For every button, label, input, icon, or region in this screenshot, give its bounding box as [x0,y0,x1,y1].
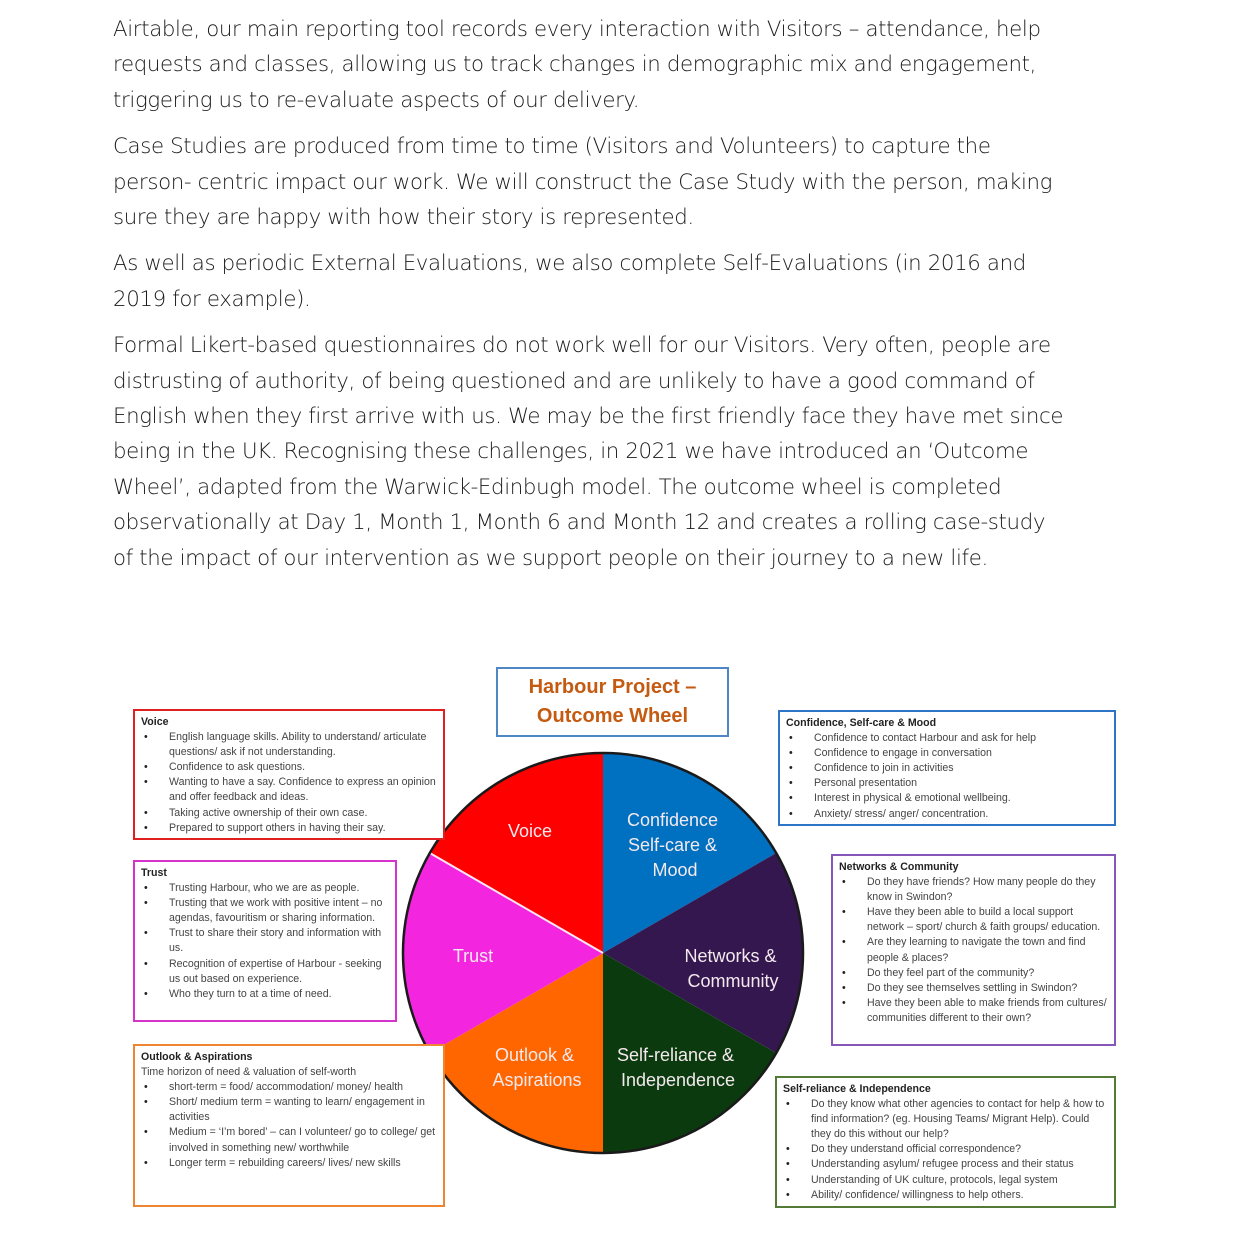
list-item: • Do they understand official correspondence? [783,1142,1108,1157]
text-line: As well as periodic External Evaluations, we also complete Self-Evaluations (in 2016 and [113,251,1026,277]
segment-label-voice: Voice [507,821,553,841]
box-list [786,731,1108,822]
box-list [141,881,389,1002]
segment-label-outlook: Outlook & Aspirations [492,1045,582,1090]
text-line: of the impact of our intervention as we support people on their journey to a new life. [113,545,988,571]
text-line: Airtable, our main reporting tool records every interaction with Visitors – attendance, help [113,17,1041,42]
list-item: • Do they have friends? How many people do they know in Swindon? [839,875,1108,905]
list-item: • Taking active ownership of their own case. [141,806,437,821]
info-box-networks [831,854,1116,1046]
list-item: • Trusting Harbour, who we are as people. [141,881,389,896]
info-box-voice [133,709,445,840]
box-list [141,730,437,836]
box-list [783,1097,1108,1203]
box-heading: Networks & Community [839,861,959,873]
text-line: Formal Likert-based questionnaires do not work well for our Visitors. Very often, people are [113,333,1051,359]
list-item: • Confidence to join in activities [786,761,1108,776]
text-line: requests and classes, allowing us to track changes in demographic mix and engagement, [113,52,1037,78]
list-item: • Medium = ‘I’m bored’ – can I volunteer/ go to college/ get involved in something new/ worthwhile [141,1125,437,1155]
info-box-outlook [133,1044,445,1207]
box-heading: Confidence, Self-care & Mood [786,717,937,729]
list-item: • Confidence to contact Harbour and ask for help [786,731,1108,746]
segment-label-selfreliance: Self-reliance & Independence [616,1045,736,1090]
box-subheading: Time horizon of need & valuation of self-worth [141,1066,357,1079]
text-line: being in the UK. Recognising these challenges, in 2021 we have introduced an ‘Outcome [113,439,1029,465]
list-item: • Trusting that we work with positive intent – no agendas, favouritism or sharing information. [141,896,389,926]
text-line: 2019 for example). [113,286,311,312]
text-line: distrusting of authority, of being questioned and are unlikely to have a good command of [113,368,1035,394]
box-heading: Trust [141,867,167,879]
list-item: • English language skills. Ability to understand/ articulate questions/ ask if not understanding. [141,730,437,760]
list-item: • short-term = food/ accommodation/ money/ health [141,1080,437,1095]
list-item: • Do they feel part of the community? [839,966,1108,981]
list-item: • Confidence to ask questions. [141,760,437,775]
list-item: • Ability/ confidence/ willingness to help others. [783,1188,1108,1203]
text-line: triggering us to re-evaluate aspects of our delivery. [113,87,640,113]
text-line: sure they are happy with how their story is represented. [113,205,694,231]
info-box-confidence [778,710,1116,826]
box-heading: Self-reliance & Independence [783,1083,931,1095]
list-item: • Recognition of expertise of Harbour - seeking us out based on experience. [141,957,389,987]
list-item: • Personal presentation [786,776,1108,791]
list-item: • Trust to share their story and information with us. [141,926,389,956]
list-item: • Have they been able to make friends from cultures/ communities different to their own? [839,996,1108,1026]
box-list [141,1080,437,1171]
segment-label-confidence: Confidence Self-care & Mood [626,810,719,880]
list-item: • Are they learning to navigate the town and find people & places? [839,935,1108,965]
list-item: • Do they see themselves settling in Swindon? [839,981,1108,996]
text-line: English when they first arrive with us. We may be the first friendly face they have met since [113,404,1064,430]
list-item: • Who they turn to at a time of need. [141,987,389,1002]
list-item: • Anxiety/ stress/ anger/ concentration. [786,807,1108,822]
title-line: Outcome Wheel [536,705,689,727]
segment-label-networks: Networks & Community [684,946,779,991]
box-heading: Voice [141,716,169,728]
text-line: person- centric impact our work. We will construct the Case Study with the person, making [113,169,1053,195]
list-item: • Longer term = rebuilding careers/ lives/ new skills [141,1156,437,1171]
list-item: • Wanting to have a say. Confidence to express an opinion and offer feedback and ideas. [141,775,437,805]
list-item: • Have they been able to build a local support network – sport/ church & faith groups/ education. [839,905,1108,935]
title-line: Harbour Project – [528,676,697,698]
text-line: observationally at Day 1, Month 1, Month 6 and Month 12 and creates a rolling case-study [113,510,1046,536]
list-item: • Interest in physical & emotional wellbeing. [786,791,1108,806]
list-item: • Do they know what other agencies to contact for help & how to find information? (eg. Housing Teams/ Migrant Help). Could they do this without our help? [783,1097,1108,1142]
list-item: • Prepared to support others in having their say. [141,821,437,836]
segment-label-trust: Trust [452,946,494,966]
box-list [839,875,1108,1026]
text-line: Case Studies are produced from time to time (Visitors and Volunteers) to capture the [113,134,991,160]
list-item: • Understanding asylum/ refugee process and their status [783,1157,1108,1172]
list-item: • Confidence to engage in conversation [786,746,1108,761]
list-item: • Understanding of UK culture, protocols, legal system [783,1173,1108,1188]
info-box-trust [133,860,397,1022]
text-line: Wheel’, adapted from the Warwick-Edinbugh model. The outcome wheel is completed [113,474,1002,500]
list-item: • Short/ medium term = wanting to learn/ engagement in activities [141,1095,437,1125]
box-heading: Outlook & Aspirations [141,1051,253,1063]
info-box-selfreliance [775,1076,1116,1208]
